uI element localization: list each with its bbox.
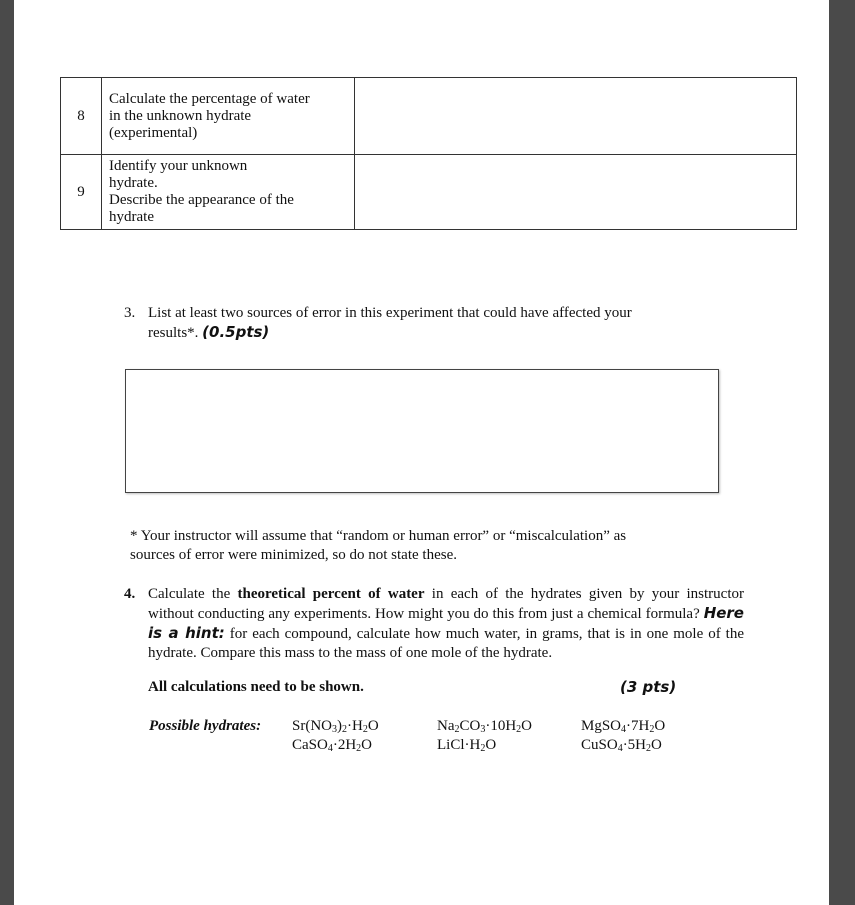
- document-page: [14, 0, 829, 905]
- row-description: Calculate the percentage of water in the unknown hydrate (experimental): [102, 78, 355, 155]
- formula-sodium-carbonate: $Na_2CO_3\cdot 10H_2O$: [437, 718, 533, 735]
- answer-cell[interactable]: [355, 78, 797, 155]
- formula-strontium-nitrate: $Sr(NO_3)_2\cdot H_2O$: [292, 718, 379, 735]
- table-row: [61, 155, 797, 230]
- answer-box[interactable]: [125, 369, 719, 493]
- possible-hydrates-label: Possible hydrates:: [149, 718, 262, 734]
- formula-copper-sulfate: $CuSO_4\cdot 5H_2O$: [581, 737, 662, 754]
- row-number: 8: [61, 78, 102, 155]
- question-3-points: (0.5pts): [202, 323, 270, 341]
- formula-calcium-sulfate: $CaSO_4\cdot 2H_2O$: [292, 737, 373, 754]
- row-description: Identify your unknown hydrate. Describe the appearance of the hydrate: [102, 155, 355, 230]
- formula-magnesium-sulfate: $MgSO_4\cdot 7H_2O$: [581, 718, 666, 735]
- formula-lithium-chloride: $LiCl\cdot H_2O$: [437, 737, 497, 754]
- error-note: * Your instructor will assume that “random or human error” or “miscalculation” as sources of error were minimized, so do not state these.: [130, 528, 627, 563]
- calculations-instruction: All calculations need to be shown.: [148, 679, 364, 695]
- question-3-number: 3.: [124, 305, 136, 321]
- hint-label: Here is a hint:: [148, 604, 744, 642]
- question-table: [60, 77, 797, 230]
- question-4-number: 4.: [124, 586, 136, 602]
- answer-cell[interactable]: [355, 155, 797, 230]
- question-4-text: Calculate the theoretical percent of water in each of the hydrates given by your instructor without conducting any experiments. How might you do this from just a chemical formula? Here is a hint: for each compound, calculate how much water, in grams, that is in one mole of the hydrate. Compare this mass to the mass of one mole of the hydrate.: [148, 586, 744, 661]
- row-number: 9: [61, 155, 102, 230]
- question-4-points: (3 pts): [620, 678, 677, 696]
- question-3-text: List at least two sources of error in this experiment that could have affected your results*. (0.5pts): [148, 305, 632, 341]
- table-row: [61, 78, 797, 155]
